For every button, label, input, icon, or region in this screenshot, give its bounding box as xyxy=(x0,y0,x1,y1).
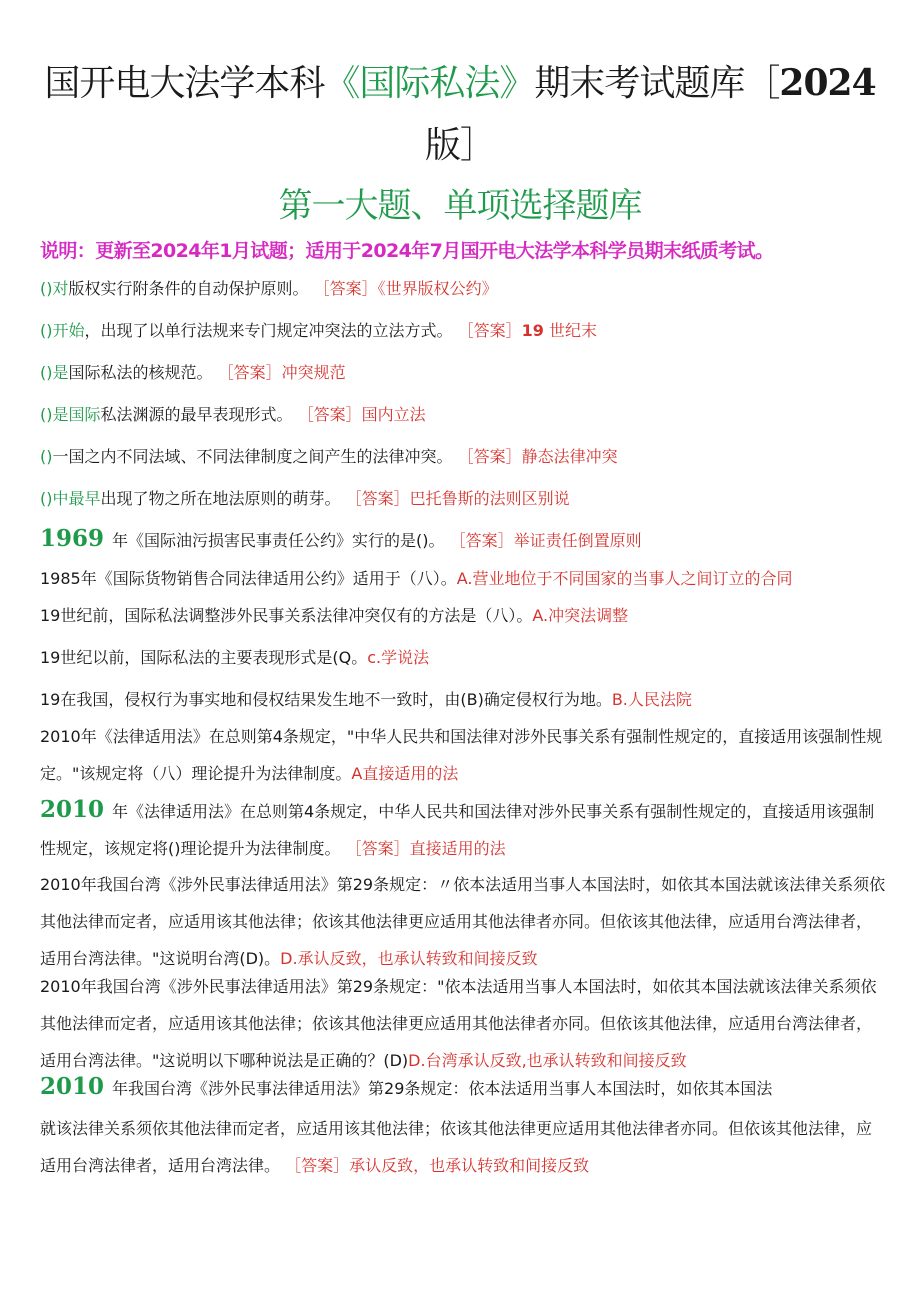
question-item xyxy=(40,354,886,391)
question-item xyxy=(40,396,886,433)
title-part3: 期末考试题库［ xyxy=(534,63,780,104)
question-text: 19世纪前，国际私法调整涉外民事关系法律冲突仅有的方法是（八）。 xyxy=(40,606,533,625)
answer-text: A.冲突法调整 xyxy=(532,606,629,625)
question-lead: ()对 xyxy=(40,279,69,298)
question-text: ，出现了以单行法规来专门规定冲突法的立法方式。 xyxy=(84,321,453,340)
question-text: 年我国台湾《涉外民事法律适用法》第29条规定：依本法适用当事人本国法时，如依其本国法 xyxy=(112,1079,773,1098)
question-item xyxy=(40,312,886,349)
question-item xyxy=(40,791,886,867)
answer-text: c.学说法 xyxy=(367,648,430,667)
section-heading: 第一大题、单项选择题库 xyxy=(278,186,642,226)
question-item xyxy=(40,270,886,307)
question-lead: ()是 xyxy=(40,363,69,382)
question-text: 1985年《国际货物销售合同法律适用公约》适用于（八）。 xyxy=(40,569,457,588)
answer-text: A直接适用的法 xyxy=(351,764,459,783)
answer-text: ［答案］举证责任倒置原则 xyxy=(449,531,642,550)
title-part1: 国开电大法学本科 xyxy=(44,63,325,104)
answer-text: A.营业地位于不同国家的当事人之间订立的合同 xyxy=(456,569,793,588)
question-item xyxy=(40,480,886,517)
question-item xyxy=(40,520,886,559)
answer-text: B.人民法院 xyxy=(611,690,692,709)
answer-number: 19 xyxy=(521,321,544,340)
answer-text: ［答案］国内立法 xyxy=(297,405,426,424)
answer-text: ［答案］冲突规范 xyxy=(217,363,346,382)
question-text: 一国之内不同法域、不同法律制度之间产生的法律冲突。 xyxy=(52,447,453,466)
question-item-continued xyxy=(40,1110,886,1184)
question-item xyxy=(40,866,886,977)
answer-text: ［答案］直接适用的法 xyxy=(345,839,506,858)
question-item xyxy=(40,681,886,718)
answer-text xyxy=(458,321,597,340)
question-text: 2010年我国台湾《涉外民事法律适用法》第29条规定："依本法适用当事人本国法时，如依其本国法就该法律关系须依其他法律而定者，应适用该其他法律；依该其他法律更应适用其他法律者亦同。但依该其他法律，应适用台湾法律者，适用台湾法律。"这说明以下哪种说法是正确的？(D) xyxy=(40,977,877,1070)
question-text: 19世纪以前，国际私法的主要表现形式是(Q。 xyxy=(40,648,368,667)
question-lead: ()开始 xyxy=(40,321,85,340)
question-text: 就该法律关系须依其他法律而定者，应适用该其他法律；依该其他法律更应适用其他法律者亦同。但依该其他法律，应适用台湾法律者，适用台湾法律。 xyxy=(40,1119,873,1175)
answer-text: ［答案］承认反致，也承认转致和间接反致 xyxy=(285,1156,590,1175)
question-text: 版权实行附条件的自动保护原则。 xyxy=(68,279,309,298)
question-lead: () xyxy=(40,447,53,466)
question-text: 国际私法的核规范。 xyxy=(68,363,213,382)
question-lead: ()中最早 xyxy=(40,489,101,508)
question-year: 2010 xyxy=(40,1073,105,1100)
question-text: 出现了物之所在地法原则的萌芽。 xyxy=(100,489,341,508)
question-text: 19在我国，侵权行为事实地和侵权结果发生地不一致时，由(B)确定侵权行为地。 xyxy=(40,690,612,709)
question-text: 2010年我国台湾《涉外民事法律适用法》第29条规定：〃依本法适用当事人本国法时，如依其本国法就该法律关系须依其他法律而定者，应适用该其他法律；依该其他法律更应适用其他法律者亦同。但依该其他法律，应适用台湾法律者，适用台湾法律。"这说明台湾(D)。 xyxy=(40,875,886,968)
question-item xyxy=(40,1068,886,1107)
question-item xyxy=(40,597,886,634)
answer-text: ［答案］静态法律冲突 xyxy=(457,447,618,466)
question-text: 年《国际油污损害民事责任公约》实行的是()。 xyxy=(112,531,445,550)
question-item xyxy=(40,560,886,597)
question-year: 1969 xyxy=(40,525,105,552)
question-text: 私法渊源的最早表现形式。 xyxy=(100,405,293,424)
question-item xyxy=(40,718,886,792)
answer-suffix: 世纪末 xyxy=(548,321,597,340)
question-text: 年《法律适用法》在总则第4条规定，中华人民共和国法律对涉外民事关系有强制性规定的，直接适用该强制性规定，该规定将()理论提升为法律制度。 xyxy=(40,802,875,858)
answer-text: D.台湾承认反致,也承认转致和间接反致 xyxy=(408,1051,687,1070)
page-title xyxy=(40,52,880,177)
question-item xyxy=(40,968,886,1079)
title-year: 2024 xyxy=(779,62,876,104)
answer-text: ［答案］《世界版权公约》 xyxy=(313,279,498,298)
question-lead: ()是国际 xyxy=(40,405,101,424)
title-part4: 版］ xyxy=(424,125,495,166)
question-year: 2010 xyxy=(40,796,105,823)
question-text: 2010年《法律适用法》在总则第4条规定，"中华人民共和国法律对涉外民事关系有强制性规定的，直接适用该强制性规定。"该规定将（八）理论提升为法律制度。 xyxy=(40,727,883,783)
title-course-name: 《国际私法》 xyxy=(324,63,535,104)
update-note: 说明：更新至2024年1月试题；适用于2024年7月国开电大法学本科学员期末纸质考试。 xyxy=(40,240,774,262)
question-item xyxy=(40,639,886,676)
question-item xyxy=(40,438,886,475)
answer-text: D.承认反致，也承认转致和间接反致 xyxy=(280,949,538,968)
answer-prefix: ［答案］ xyxy=(457,321,522,340)
answer-text: ［答案］巴托鲁斯的法则区别说 xyxy=(345,489,570,508)
